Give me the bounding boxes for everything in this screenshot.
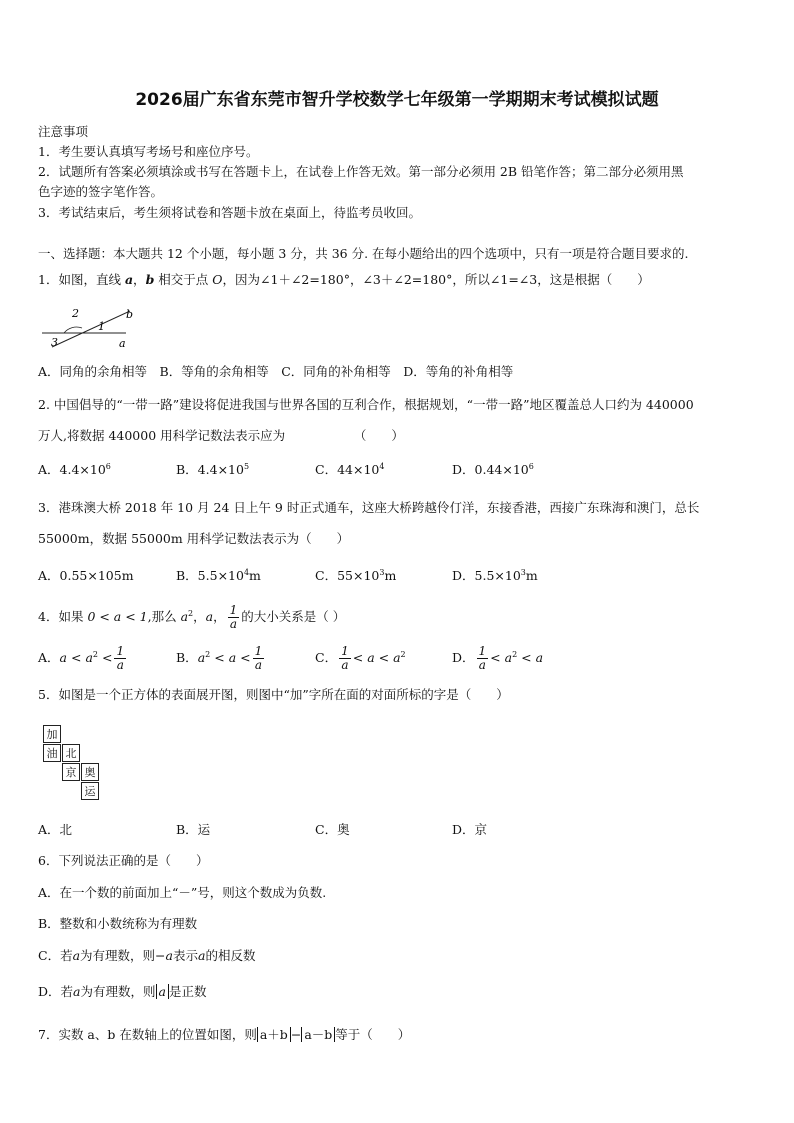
angle-figure <box>38 303 148 349</box>
option-a: A．0.55×105m <box>38 568 134 583</box>
question-2-line: 2. 中国倡导的“一带一路”建设将促进我国与世界各国的互利合作，根据规划，“一带一路”地区覆盖总人口约为 440000 <box>38 397 694 412</box>
cube-net-cell: 北 <box>62 744 80 762</box>
option-a: A．北 <box>38 822 73 837</box>
option-d: D． $\frac{1}{a}$ < $a^2 < a$ <box>452 644 544 672</box>
option-c: C． $\frac{1}{a}$ < $a < a^2$ <box>315 644 406 672</box>
cube-net-cell: 奥 <box>81 763 99 781</box>
section-heading: 一、选择题：本大题共 12 个小题，每小题 3 分，共 36 分. 在每小题给出的四个选项中，只有一项是符合题目要求的. <box>38 246 689 261</box>
question-1-stem: 1．如图，直线 a，b 相交于点 O，因为∠1＋∠2=180°，∠3＋∠2=180°，所以∠1=∠3，这是根据（ ） <box>38 272 650 287</box>
notice-item: 3．考试结束后，考生须将试卷和答题卡放在桌面上，待监考员收回。 <box>38 205 421 220</box>
question-5-stem: 5．如图是一个正方体的表面展开图，则图中“加”字所在面的对面所标的字是（ ） <box>38 687 509 702</box>
notice-item: 2．试题所有答案必须填涂或书写在答题卡上，在试卷上作答无效。第一部分必须用 2B 铅笔作答；第二部分必须用黑 <box>38 164 684 179</box>
question-1-options: A．同角的余角相等 B．等角的余角相等 C．同角的补角相等 D．等角的补角相等 <box>38 364 514 379</box>
cube-net-cell: 油 <box>43 744 61 762</box>
option-c: C．奥 <box>315 822 350 837</box>
option-b: B．$a^2 < a$ < $\frac{1}{a}$ <box>176 644 263 672</box>
question-7-stem: 7．实数 a、b 在数轴上的位置如图，则 a＋b − a－b 等于（ ） <box>38 1027 411 1042</box>
option-b: B．$4.4\times 10^5$ <box>176 461 250 477</box>
option-c: C．若a为有理数，则−a表示a的相反数 <box>38 948 256 963</box>
cube-net-cell: 京 <box>62 763 80 781</box>
option-d: D．若a为有理数，则 a 是正数 <box>38 984 207 999</box>
question-4-stem: 4．如果 0 < a < 1,那么 $a^2$，a， $\frac{1}{a}$ 的大小关系是（ ） <box>38 603 346 631</box>
option-a: A．$a < a^2$ < $\frac{1}{a}$ <box>38 644 125 672</box>
notice-heading: 注意事项 <box>38 124 89 139</box>
line-b-label: b <box>126 308 134 321</box>
question-3-line: 55000m，数据 55000m 用科学记数法表示为（ ） <box>38 531 350 546</box>
question-2-line: 万人,将数据 440000 用科学记数法表示应为 （ ） <box>38 428 404 443</box>
cube-net-cell: 加 <box>43 725 61 743</box>
option-a: A．$4.4\times 10^6$ <box>38 461 111 477</box>
notice-item: 1．考生要认真填写考场号和座位序号。 <box>38 144 259 159</box>
option-b: B．$5.5\times 10^4m$ <box>176 567 261 583</box>
option-d: D．$0.44\times 10^6$ <box>452 461 534 477</box>
option-b: B．整数和小数统称为有理数 <box>38 916 198 931</box>
option-a: A．在一个数的前面加上“－”号，则这个数成为负数. <box>38 885 327 900</box>
angle-1-label: 1 <box>98 320 105 333</box>
cube-net-cell: 运 <box>81 782 99 800</box>
question-6-stem: 6．下列说法正确的是（ ） <box>38 853 209 868</box>
option-b: B．运 <box>176 822 211 837</box>
line-a-label: a <box>119 337 126 349</box>
angle-3-label: 3 <box>51 336 58 349</box>
option-c: C．$44\times 10^4$ <box>315 461 385 477</box>
page-title: 2026届广东省东莞市智升学校数学七年级第一学期期末考试模拟试题 <box>135 90 659 110</box>
option-d: D．京 <box>452 822 488 837</box>
question-3-line: 3．港珠澳大桥 2018 年 10 月 24 日上午 9 时正式通车，这座大桥跨越伶仃洋，东接香港，西接广东珠海和澳门，总长 <box>38 500 700 515</box>
option-c: C．$55\times 10^3m$ <box>315 567 397 583</box>
option-d: D．$5.5\times 10^3m$ <box>452 567 538 583</box>
angle-2-label: 2 <box>72 307 79 320</box>
notice-item: 色字迹的签字笔作答。 <box>38 184 164 199</box>
